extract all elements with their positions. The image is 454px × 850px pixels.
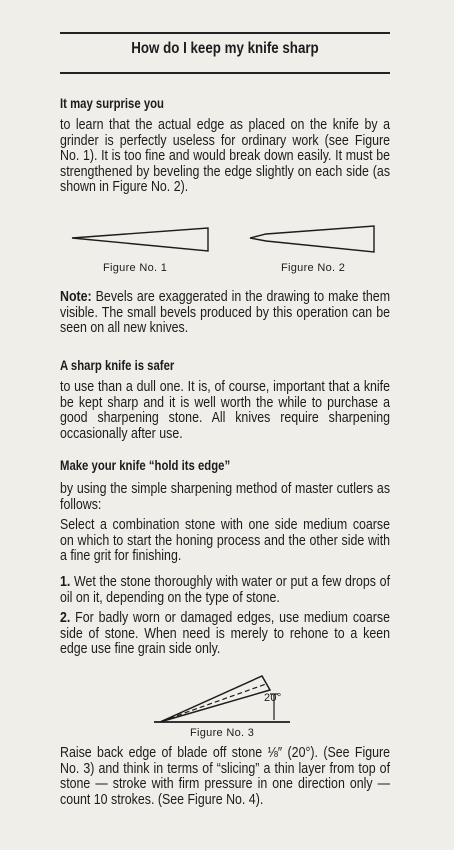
- step-1-number: 1.: [60, 574, 71, 590]
- step-2-number: 2.: [60, 610, 71, 626]
- step-1-text: [60, 575, 390, 606]
- step-1-body: Wet the stone thoroughly with water or put a few drops of oil on it, depending on the type of stone.: [60, 574, 391, 606]
- raise-blade-text: Raise back edge of blade off stone ⅛″ (20°). (See Figure No. 3) and think in terms of “slicing” a thin layer from top of stone — stroke with firm pressure in one direction only — count 10 strokes. (See Figure No. 4).: [60, 745, 391, 808]
- note-label: Note:: [60, 289, 92, 305]
- section-body-safer: to use than a dull one. It is, of course, important that a knife be kept sharp and it is well worth the while to purchase a good sharpening stone. All knives require sharpening occasionally after use.: [60, 379, 391, 442]
- title-rule-top: [60, 32, 390, 34]
- section-heading-hold-edge: Make your knife “hold its edge”: [60, 458, 231, 473]
- figure-2-diagram: [246, 224, 378, 254]
- note-text: Bevels are exaggerated in the drawing to make them visible. The small bevels produced by this operation can be seen on all new knives.: [60, 289, 391, 336]
- step-2-body: For badly worn or damaged edges, use medium coarse side of stone. When need is merely to rehone to a keen edge use fine grain side only.: [60, 610, 391, 657]
- section-heading-surprise: It may surprise you: [60, 96, 164, 111]
- figure-3-angle-label: 20°: [264, 692, 282, 704]
- step-2-text: [60, 611, 390, 658]
- figure-3-label: Figure No. 3: [190, 727, 255, 739]
- section-heading-safer: A sharp knife is safer: [60, 358, 175, 373]
- section-body-surprise: to learn that the actual edge as placed on the knife by a grinder is perfectly useless for ordinary work (see Figure No. 1). It is too fine and would break down easily. It must be strengthened by beveling the edge slightly on each side (as shown in Figure No. 2).: [60, 117, 391, 195]
- figure-2-label: Figure No. 2: [281, 262, 346, 274]
- figure-1-label: Figure No. 1: [103, 262, 168, 274]
- page-title: How do I keep my knife sharp: [131, 40, 319, 57]
- note-paragraph: [60, 290, 390, 337]
- figure-1-diagram: [70, 226, 210, 254]
- section-body-hold-edge: by using the simple sharpening method of master cutlers as follows:: [60, 481, 391, 513]
- stone-selection-text: Select a combination stone with one side medium coarse on which to start the honing process and the other side with a fine grit for finishing.: [60, 517, 391, 564]
- title-rule-bottom: [60, 72, 390, 74]
